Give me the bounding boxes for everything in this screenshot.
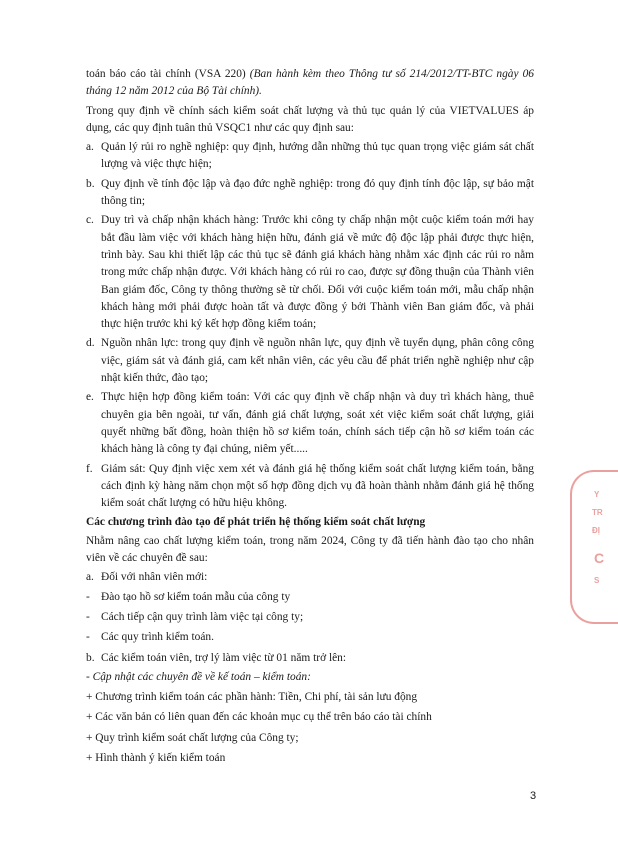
company-stamp: Y TR ĐỊ C S [570, 470, 618, 624]
list-item: e. Thực hiện hợp đồng kiểm toán: Với các quy định về chấp nhận và duy trì khách hàng, thuê chuyên gia bên ngoài, tư vấn, đánh giá chất lượng, soát xét việc kiểm soát chất lượng, giải quyết những bất đồng, hoàn thiện hồ sơ kiểm toán, chính sách tiếp cận hồ sơ kiểm toán các khách hàng là công ty đại chúng, niêm yết..... [86, 391, 534, 456]
list-item: + Hình thành ý kiến kiểm toán [86, 751, 226, 764]
list-item: - Cách tiếp cận quy trình làm việc tại công ty; [86, 610, 304, 623]
list-item: c. Duy trì và chấp nhận khách hàng: Trước khi công ty chấp nhận một cuộc kiểm toán mới hay bắt đầu làm việc với khách hàng hiện hữu, đánh giá về mức độ độc lập phải được thực hiện, trình bày. Sau khi thiết lập các thủ tục sẽ đánh giá khách hàng nhằm xác định các rủi ro nằm trong mức chấp nhận được. Với khách hàng có rủi ro cao, được sự đồng thuận của Thành viên Ban giám đốc, Công ty thông thường sẽ từ chối. Đối với cuộc kiểm toán mới, mẫu chấp nhận khách hàng mới phải được hoàn tất và được đồng ý bởi Thành viên Ban giám đốc, và phải thực hiện trước khi ký kết hợp đồng kiểm toán; [86, 214, 534, 331]
training-intro: Nhằm nâng cao chất lượng kiểm toán, trong năm 2024, Công ty đã tiến hành đào tạo cho nhân viên về các chuyên đề sau: [86, 534, 534, 565]
list-item: d. Nguồn nhân lực: trong quy định về nguồn nhân lực, quy định về tuyển dụng, phân công công việc, giám sát và đánh giá, cam kết nhân viên, các yêu cầu để phát triển nghề nghiệp như cập nhật kiến thức, đào tạo; [86, 337, 534, 385]
list-item: - Đào tạo hồ sơ kiểm toán mẫu của công ty [86, 590, 291, 603]
intro-paragraph [86, 66, 534, 101]
policy-intro: Trong quy định về chính sách kiểm soát chất lượng và thủ tục quản lý của VIETVALUES áp dụng, các quy định tuân thủ VSQC1 như các quy định sau: [86, 104, 534, 134]
document-body [86, 66, 534, 770]
intro-text: toán báo cáo tài chính (VSA 220) [86, 68, 250, 80]
training-group-b: b. Các kiểm toán viên, trợ lý làm việc từ 01 năm trở lên: [86, 651, 347, 664]
list-item: + Các văn bản có liên quan đến các khoản mục cụ thể trên báo cáo tài chính [86, 711, 432, 724]
page-number: 3 [530, 790, 537, 802]
list-item: + Quy trình kiểm soát chất lượng của Công ty; [86, 731, 299, 744]
section-heading: Các chương trình đào tạo để phát triển hệ thống kiểm soát chất lượng [86, 516, 426, 529]
intro-italic-text: (Ban hành kèm theo Thông tư số 214/2012/TT-BTC ngày 06 tháng 12 năm 2012 của Bộ Tài chính). [86, 68, 535, 98]
training-b-subheading: - Cập nhật các chuyên đề về kế toán – kiểm toán: [86, 670, 311, 683]
policy-list [86, 139, 534, 512]
list-item: b. Quy định về tính độc lập và đạo đức nghề nghiệp: trong đó quy định tính độc lập, sự bảo mật thông tin; [86, 177, 534, 208]
list-item: f. Giám sát: Quy định việc xem xét và đánh giá hệ thống kiểm soát chất lượng kiểm toán, bằng cách định kỳ hàng năm chọn một số hợp đồng dịch vụ đã hoàn thành nhằm đánh giá hệ thống kiểm soát chất lượng có hữu hiệu không. [86, 462, 534, 510]
list-item: - Các quy trình kiểm toán. [86, 631, 214, 644]
training-group-a: a. Đối với nhân viên mới: [86, 571, 208, 584]
list-item: a. Quản lý rủi ro nghề nghiệp: quy định, hướng dẫn những thủ tục quan trọng việc giám sát chất lượng và việc thực hiện; [86, 141, 534, 171]
list-item: + Chương trình kiểm toán các phần hành: Tiền, Chi phí, tài sản lưu động [86, 691, 418, 704]
